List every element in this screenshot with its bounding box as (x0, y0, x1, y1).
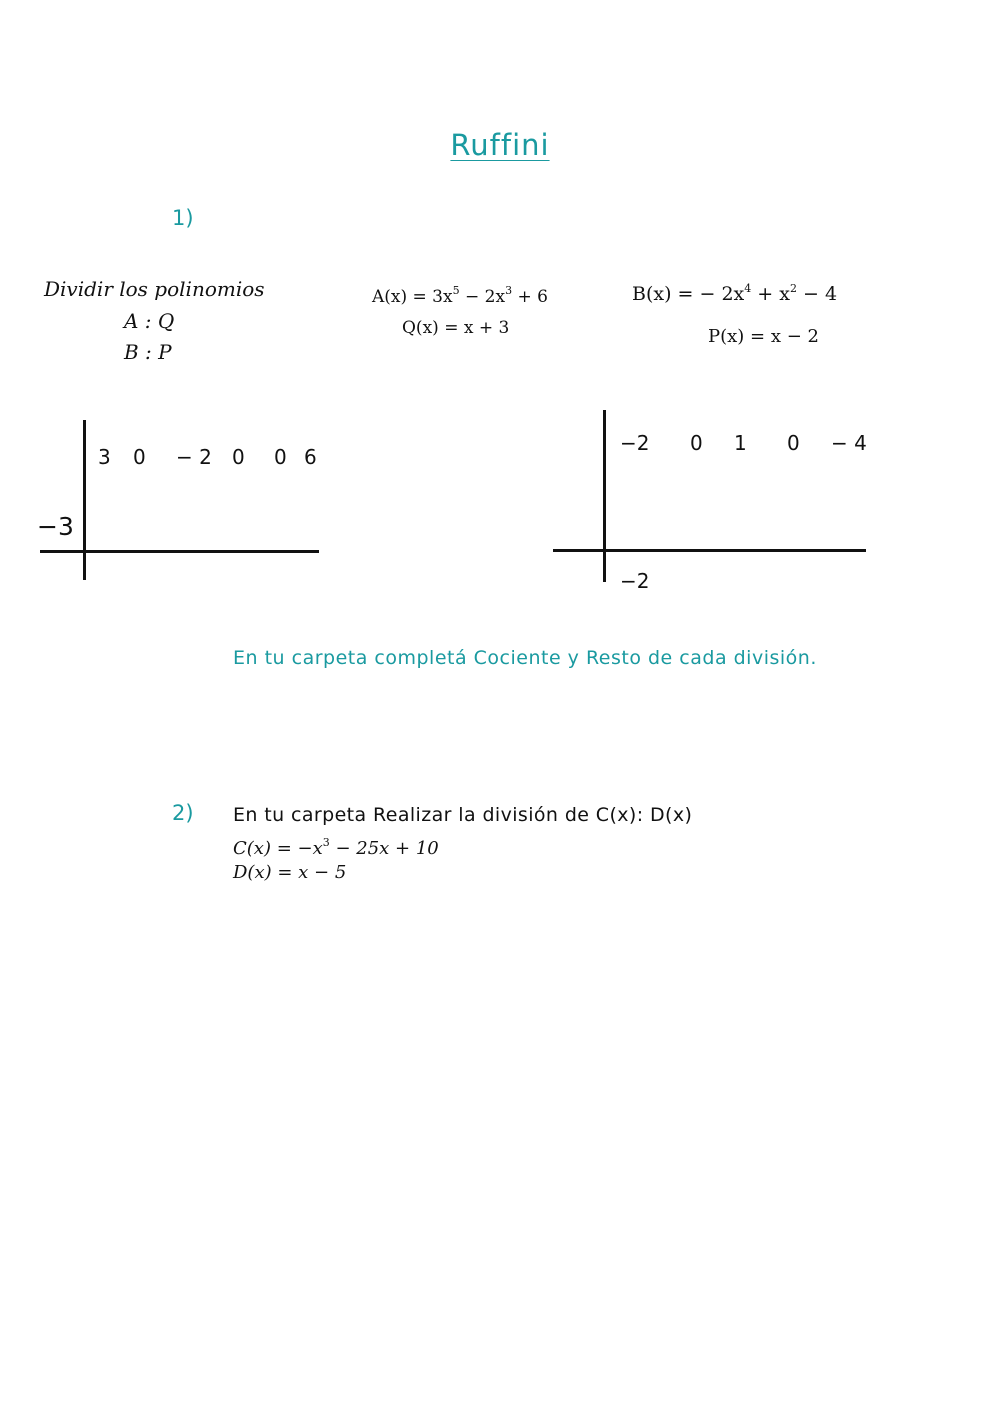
ruffini-right-coef: −2 (620, 431, 650, 455)
polynomial-p: P(x) = x − 2 (708, 326, 819, 347)
polynomial-a (372, 284, 548, 307)
ruffini-left-coef: 0 (133, 445, 146, 469)
polynomial-a-exp2: 3 (505, 284, 513, 297)
polynomial-q: Q(x) = x + 3 (402, 318, 510, 338)
ruffini-left-coef: 3 (98, 445, 111, 469)
division-pair-b-p: B : P (124, 340, 172, 364)
polynomial-b-tail: − 4 (796, 283, 838, 305)
polynomial-a-tail: + 6 (512, 287, 548, 307)
exercise-1-prompt: Dividir los polinomios (44, 277, 265, 301)
polynomial-a-mid: − 2x (459, 287, 506, 307)
division-pair-a-q: A : Q (124, 309, 175, 333)
ruffini-left-coef: 0 (274, 445, 287, 469)
ruffini-right-vertical-line (603, 410, 606, 582)
polynomial-c-label: C(x) = −x (233, 838, 323, 859)
polynomial-c-tail: − 25x + 10 (329, 838, 439, 859)
exercise-2-task: En tu carpeta Realizar la división de C(x): D(x) (233, 804, 693, 826)
polynomial-b (632, 282, 837, 305)
ruffini-left-vertical-line (83, 420, 86, 580)
ruffini-right-coef: 0 (787, 431, 800, 455)
exercise-1-number: 1) (172, 206, 194, 230)
ruffini-left-root: −3 (37, 512, 74, 541)
polynomial-c (233, 836, 439, 859)
ruffini-left-coef: 6 (304, 445, 317, 469)
ruffini-left-coef: 0 (232, 445, 245, 469)
polynomial-b-mid: + x (751, 283, 790, 305)
polynomial-b-exp2: 2 (789, 282, 797, 295)
exercise-2-number: 2) (172, 801, 194, 825)
polynomial-b-exp1: 4 (744, 282, 752, 295)
polynomial-a-exp1: 5 (452, 284, 460, 297)
polynomial-c-exp: 3 (322, 836, 330, 849)
ruffini-right-coef: 0 (690, 431, 703, 455)
ruffini-right-root: −2 (620, 569, 650, 593)
ruffini-right-coef: 1 (734, 431, 747, 455)
polynomial-a-label: A(x) = 3x (372, 287, 453, 307)
polynomial-d: D(x) = x − 5 (233, 862, 347, 883)
ruffini-left-horizontal-line (40, 550, 319, 553)
ruffini-left-coef: − 2 (176, 445, 212, 469)
ruffini-right-horizontal-line (553, 549, 866, 552)
ruffini-right-coef: − 4 (831, 431, 867, 455)
exercise-1-instruction: En tu carpeta completá Cociente y Resto de cada división. (233, 647, 817, 669)
page-title: Ruffini (450, 128, 550, 162)
polynomial-b-label: B(x) = − 2x (632, 283, 745, 305)
